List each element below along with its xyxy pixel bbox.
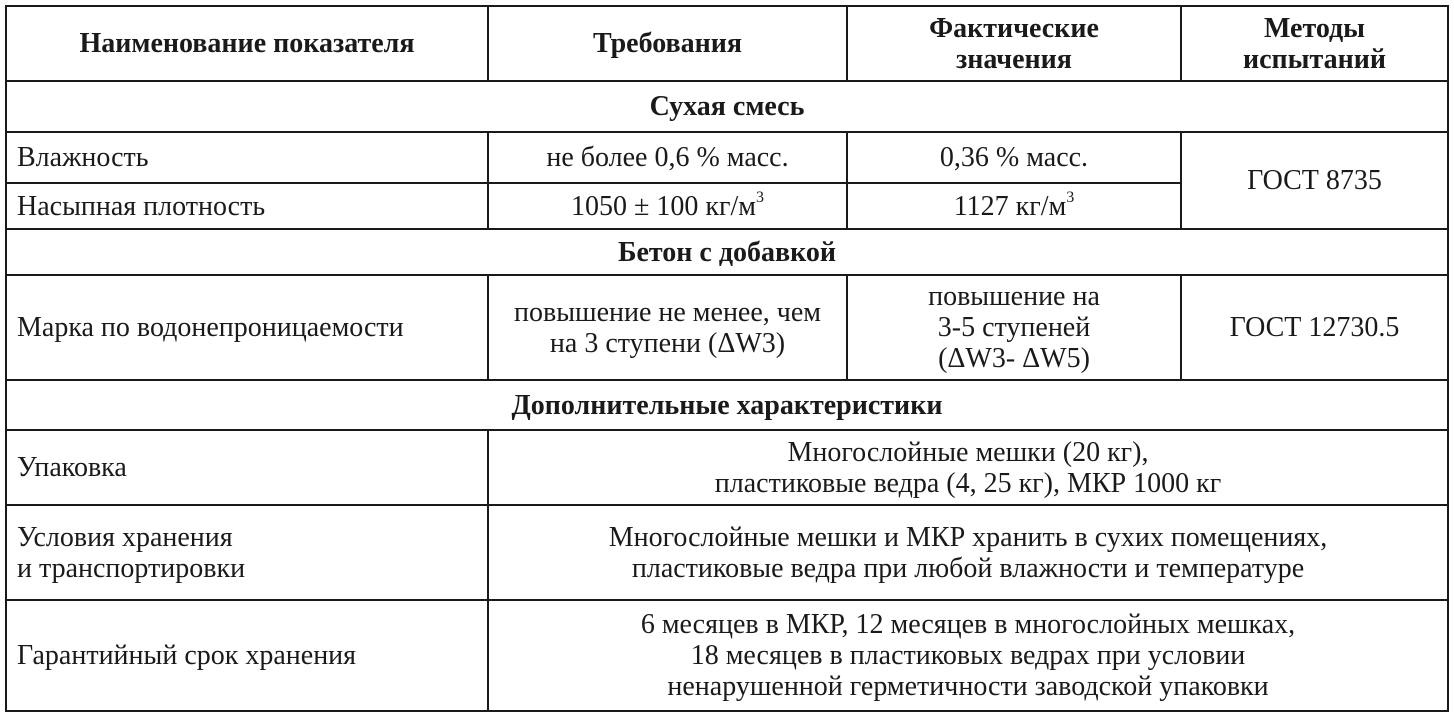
cell-bulk-density-name: Насыпная плотность bbox=[6, 183, 488, 229]
cell-water-resistance-name: Марка по водонепроницаемости bbox=[6, 275, 488, 380]
header-test-methods: Методы испытаний bbox=[1181, 6, 1448, 81]
cell-dry-mix-method: ГОСТ 8735 bbox=[1181, 132, 1448, 229]
cell-water-resistance-requirement: повышение не менее, чем на 3 ступени (ΔW3) bbox=[488, 275, 847, 380]
section-row-dry-mix bbox=[6, 81, 1448, 132]
bulk-density-actual-text: 1127 кг/м bbox=[953, 190, 1067, 222]
cell-humidity-requirement: не более 0,6 % масс. bbox=[488, 132, 847, 183]
table-row-packaging bbox=[6, 430, 1448, 505]
cell-water-resistance-actual: повышение на 3-5 ступеней (ΔW3- ΔW5) bbox=[847, 275, 1181, 380]
bulk-density-requirement-exponent: 3 bbox=[755, 189, 764, 207]
table-row-warranty bbox=[6, 600, 1448, 711]
section-row-concrete bbox=[6, 229, 1448, 275]
cell-packaging-value: Многослойные мешки (20 кг), пластиковые ведра (4, 25 кг), МКР 1000 кг bbox=[488, 430, 1448, 505]
cell-storage-value: Многослойные мешки и МКР хранить в сухих помещениях, пластиковые ведра при любой влажности и температуре bbox=[488, 505, 1448, 600]
header-actual-values: Фактические значения bbox=[847, 6, 1181, 81]
cell-packaging-name: Упаковка bbox=[6, 430, 488, 505]
table-row-water-resistance bbox=[6, 275, 1448, 380]
cell-humidity-actual: 0,36 % масс. bbox=[847, 132, 1181, 183]
table-row-storage bbox=[6, 505, 1448, 600]
cell-water-resistance-method: ГОСТ 12730.5 bbox=[1181, 275, 1448, 380]
header-requirements: Требования bbox=[488, 6, 847, 81]
header-name: Наименование показателя bbox=[6, 6, 488, 81]
section-title-additional: Дополнительные характеристики bbox=[6, 380, 1448, 430]
bulk-density-requirement-text: 1050 ± 100 кг/м bbox=[571, 190, 756, 222]
specifications-table bbox=[5, 5, 1449, 712]
section-title-concrete: Бетон с добавкой bbox=[6, 229, 1448, 275]
bulk-density-actual-exponent: 3 bbox=[1066, 189, 1075, 207]
cell-humidity-name: Влажность bbox=[6, 132, 488, 183]
table-row-humidity bbox=[6, 132, 1448, 183]
header-row bbox=[6, 6, 1448, 81]
cell-bulk-density-actual bbox=[847, 183, 1181, 229]
cell-storage-name: Условия хранения и транспортировки bbox=[6, 505, 488, 600]
cell-warranty-value: 6 месяцев в МКР, 12 месяцев в многослойных мешках, 18 месяцев в пластиковых ведрах при условии ненарушенной герметичности заводской упаковки bbox=[488, 600, 1448, 711]
cell-bulk-density-requirement bbox=[488, 183, 847, 229]
section-title-dry-mix: Сухая смесь bbox=[6, 81, 1448, 132]
section-row-additional bbox=[6, 380, 1448, 430]
cell-warranty-name: Гарантийный срок хранения bbox=[6, 600, 488, 711]
